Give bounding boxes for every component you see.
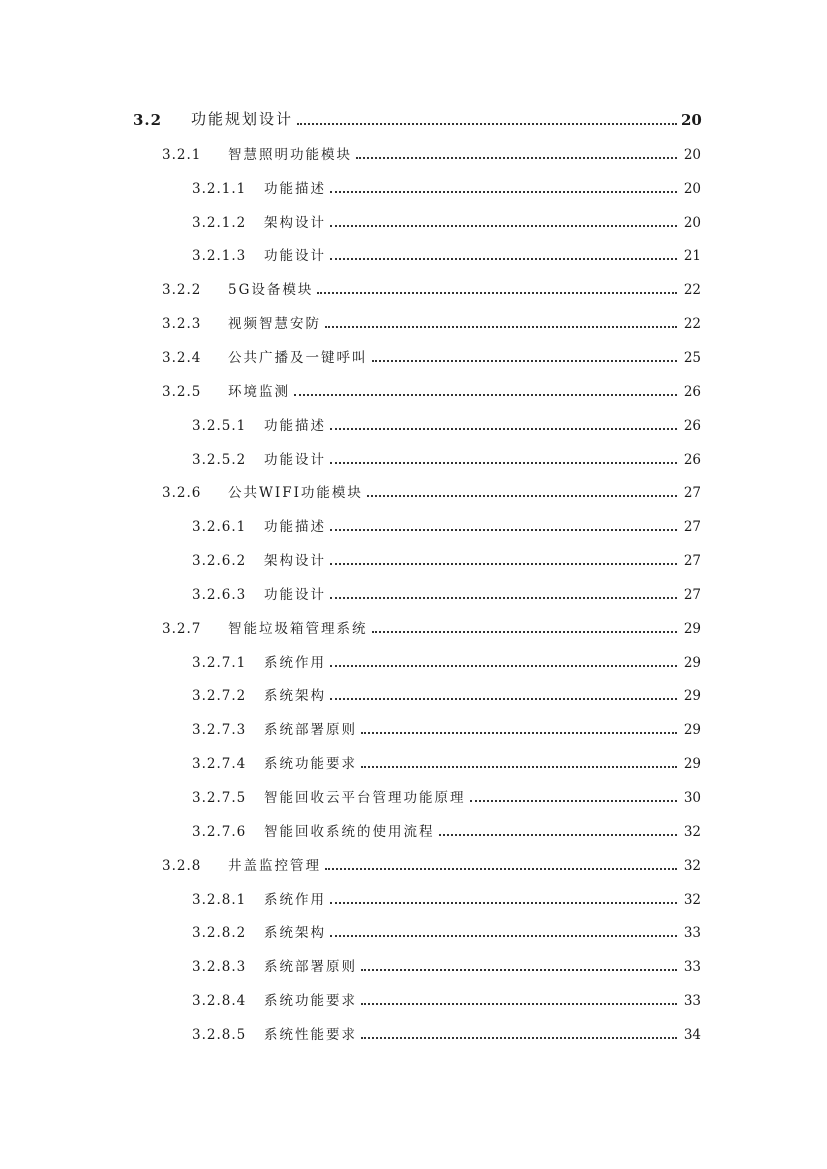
toc-dot-leader [361, 1021, 677, 1039]
toc-page-number: 20 [683, 146, 701, 163]
toc-dot-leader [297, 107, 677, 125]
toc-entry-number: 3.2.8.3 [192, 959, 247, 976]
toc-entry[interactable] [162, 270, 701, 298]
toc-entry-number: 3.2.3 [162, 316, 202, 333]
toc-page-number: 25 [683, 349, 701, 366]
toc-page-number: 34 [683, 1026, 701, 1043]
toc-entry-number: 3.2.1.3 [192, 248, 247, 265]
toc-dot-leader [361, 953, 677, 971]
toc-entry[interactable] [162, 846, 701, 874]
toc-entry-title: 系统部署原则 [264, 722, 357, 739]
toc-entry[interactable] [162, 304, 701, 332]
toc-entry[interactable] [192, 947, 701, 975]
toc-dot-leader [330, 175, 677, 193]
toc-entry-title: 智能回收云平台管理功能原理 [264, 790, 466, 806]
toc-dot-leader [330, 209, 677, 227]
toc-entry[interactable] [192, 1015, 701, 1043]
toc-entry-title: 架构设计 [264, 553, 326, 570]
toc-page-number: 33 [683, 959, 701, 976]
toc-entry-number: 3.2.6.1 [192, 519, 247, 536]
toc-page-number: 20 [683, 180, 701, 197]
toc-dot-leader [361, 716, 677, 734]
toc-entry-title: 系统架构 [264, 925, 326, 942]
toc-page-number: 21 [683, 248, 701, 265]
toc-page-number: 26 [683, 451, 701, 468]
toc-entry[interactable] [192, 880, 701, 908]
toc-entry-number: 3.2.4 [162, 349, 202, 366]
toc-entry-number: 3.2.8.4 [192, 993, 247, 1010]
toc-entry-number: 3.2.1.1 [192, 180, 247, 197]
toc-entry[interactable] [192, 541, 701, 569]
toc-dot-leader [372, 344, 678, 362]
toc-entry-number: 3.2.7.2 [192, 688, 247, 705]
toc-page-number: 32 [683, 823, 701, 840]
toc-dot-leader [361, 750, 677, 768]
toc-entry[interactable] [192, 507, 701, 535]
toc-entry-title: 公共WIFI功能模块 [228, 485, 363, 502]
toc-entry[interactable] [192, 710, 701, 738]
toc-entry-number: 3.2.6.3 [192, 586, 247, 603]
toc-dot-leader [330, 581, 677, 599]
toc-entry[interactable] [162, 609, 701, 637]
toc-entry-number: 3.2.7.3 [192, 722, 247, 739]
toc-dot-leader [330, 242, 677, 260]
toc-entry-number: 3.2.2 [162, 282, 202, 299]
toc-dot-leader [330, 649, 677, 667]
toc-page-number: 29 [683, 654, 701, 671]
toc-entry-title: 功能规划设计 [191, 110, 294, 128]
toc-dot-leader [330, 446, 677, 464]
toc-entry[interactable] [192, 575, 701, 603]
toc-dot-leader [330, 547, 677, 565]
toc-page-number: 27 [683, 586, 701, 603]
toc-dot-leader [330, 919, 677, 937]
toc-entry-title: 系统作用 [264, 891, 326, 908]
toc-entry[interactable] [192, 203, 701, 231]
toc-dot-leader [372, 615, 678, 633]
toc-dot-leader [470, 784, 678, 802]
toc-entry-title: 5G设备模块 [228, 282, 314, 299]
toc-entry-number: 3.2.7.1 [192, 654, 247, 671]
toc-entry-title: 功能描述 [264, 180, 326, 197]
toc-entry-title: 系统作用 [264, 654, 326, 671]
toc-entry-title: 系统架构 [264, 688, 326, 705]
toc-entry-number: 3.2.7.5 [192, 790, 247, 806]
toc-entry-number: 3.2.6 [162, 485, 202, 502]
toc-entry-title: 系统部署原则 [264, 959, 357, 976]
toc-entry-title: 智慧照明功能模块 [228, 146, 352, 163]
toc-entry-title: 智能垃圾箱管理系统 [228, 620, 368, 637]
toc-entry-title: 环境监测 [228, 383, 290, 400]
toc-entry[interactable] [192, 778, 701, 806]
toc-page-number: 22 [683, 316, 701, 333]
toc-entry-number: 3.2 [133, 111, 163, 129]
toc-page-number: 29 [683, 620, 701, 637]
toc-entry-number: 3.2.6.2 [192, 553, 247, 570]
toc-page-number: 27 [683, 485, 701, 502]
toc-entry[interactable] [192, 643, 701, 671]
toc-entry-title: 功能设计 [264, 451, 326, 468]
toc-entry-number: 3.2.7.6 [192, 823, 247, 840]
toc-entry-number: 3.2.5.2 [192, 451, 247, 468]
toc-entry[interactable] [192, 440, 701, 468]
toc-entry-title: 功能描述 [264, 417, 326, 434]
toc-page-number: 22 [683, 282, 701, 299]
toc-entry-title: 系统功能要求 [264, 993, 357, 1010]
toc-page-number: 32 [683, 891, 701, 908]
toc-dot-leader [361, 987, 677, 1005]
toc-dot-leader [439, 818, 678, 836]
toc-entry[interactable] [162, 473, 701, 501]
toc-entry-number: 3.2.1.2 [192, 214, 247, 231]
toc-page-number: 29 [683, 722, 701, 739]
toc-page-number: 20 [683, 214, 701, 231]
toc-dot-leader [330, 513, 677, 531]
toc-entry[interactable] [192, 406, 701, 434]
toc-entry[interactable] [162, 135, 701, 163]
toc-page-number: 29 [683, 756, 701, 773]
toc-entry-title: 功能描述 [264, 519, 326, 536]
toc-entry-title: 智能回收系统的使用流程 [264, 823, 435, 840]
toc-entry-number: 3.2.8.5 [192, 1026, 247, 1043]
toc-entry-number: 3.2.5.1 [192, 417, 247, 434]
toc-entry-number: 3.2.7 [162, 620, 202, 637]
toc-page-number: 32 [683, 857, 701, 874]
toc-page-number: 30 [683, 790, 701, 806]
toc-entry-title: 架构设计 [264, 214, 326, 231]
toc-entry-title: 功能设计 [264, 248, 326, 265]
toc-entry[interactable] [133, 101, 701, 129]
toc-entry[interactable] [192, 981, 701, 1009]
toc-page-number: 27 [683, 553, 701, 570]
toc-entry[interactable] [192, 744, 701, 772]
toc-entry-title: 系统功能要求 [264, 756, 357, 773]
toc-entry[interactable] [162, 372, 701, 400]
toc-dot-leader [367, 479, 677, 497]
toc-entry[interactable] [162, 338, 701, 366]
toc-entry-number: 3.2.7.4 [192, 756, 247, 773]
toc-entry-number: 3.2.5 [162, 383, 202, 400]
toc-dot-leader [330, 412, 677, 430]
toc-entry-title: 功能设计 [264, 586, 326, 603]
toc-dot-leader [317, 276, 677, 294]
toc-entry[interactable] [192, 676, 701, 704]
toc-dot-leader [325, 852, 677, 870]
toc-dot-leader [356, 141, 677, 159]
toc-page-number: 33 [683, 993, 701, 1010]
toc-entry[interactable] [192, 236, 701, 264]
toc-page-number: 20 [681, 111, 702, 129]
toc-entry-title: 公共广播及一键呼叫 [228, 349, 368, 366]
toc-entry-number: 3.2.1 [162, 146, 202, 163]
toc-entry[interactable] [192, 169, 701, 197]
toc-dot-leader [330, 682, 677, 700]
toc-entry-title: 系统性能要求 [264, 1026, 357, 1043]
toc-dot-leader [294, 378, 677, 396]
toc-entry[interactable] [192, 812, 701, 840]
toc-entry[interactable] [192, 913, 701, 941]
toc-dot-leader [325, 310, 677, 328]
toc-entry-title: 井盖监控管理 [228, 857, 321, 874]
toc-dot-leader [330, 886, 677, 904]
toc-page-number: 29 [683, 688, 701, 705]
toc-page-number: 27 [683, 519, 701, 536]
toc-page-number: 33 [683, 925, 701, 942]
toc-entry-number: 3.2.8.1 [192, 891, 247, 908]
toc-entry-title: 视频智慧安防 [228, 316, 321, 333]
toc-entry-number: 3.2.8.2 [192, 925, 247, 942]
toc-page-number: 26 [683, 417, 701, 434]
toc-page-number: 26 [683, 383, 701, 400]
toc-entry-number: 3.2.8 [162, 857, 202, 874]
